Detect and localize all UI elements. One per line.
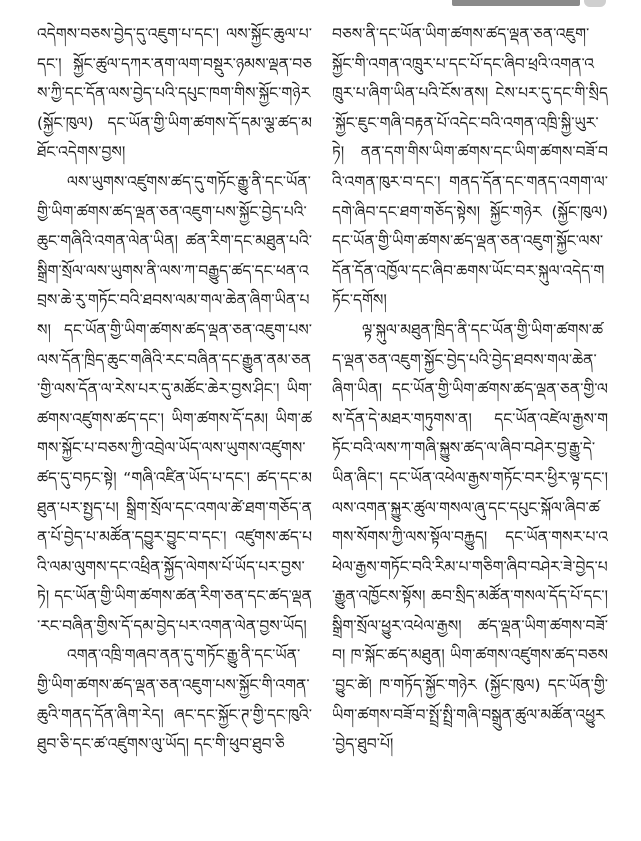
paragraph: འདེགས་བཅས་བྱེད་དུ་འཇུག་པ་དང་། ལས་སྐྱོང་ཆུལ་པ་དང་། སྐྱོང་ཚུལ་དཀར་ནག་ལག་བསྡུར་ཉམས་ལྡན་བཅས་ཀྱི་དང་དོན་ལས་བྱེད་པའི་དཔུང་ཁག་གིས་སྐྱོང་གཉེར (སྐྱོང་ཁུལ) དང་ཡོན་གྱི་ཡིག་ཚགས་དོ་དམ་ལྕ་ཚད་མཐོང་འདེགས་བྱས། — [37, 25, 312, 162]
book-icon — [584, 0, 606, 7]
paragraph: ལྟ་སྐུལ་མཐུན་ཁྲིད་ནི་དང་ཡོན་གྱི་ཡིག་ཚགས་ཚད་ལྡན་ཅན་འཇུག་སྐྱོང་བྱེད་པའི་བྱེད་ཐབས་གལ་ཆེན་ཞིག་ཡིན། དང་ཡོན་གྱི་ཡིག་ཚགས་ཚད་ལྡན་ཅན་གྱི་ལས་དོན་དེ་མཐར་གཏུགས་ན། དང་ཡོན་འཛེལ་རྒྱས་གཏོང་བའི་ལས་ཀ་གཞི་སྐྱུས་ཚད་ལ་ཞིབ་བཤེར་བྱ་རྒྱུ་དེ་ཡིན་ཞིང་། དང་ཡོན་འཕེལ་རྒྱས་གཏོང་བར་ཕྱིར་ལྟ་དང་། ལས་འགན་སྐྱུར་ཚུལ་གསལ་ཞུ་དང་དཔུང་སྐོལ་ཞིབ་ཚགས་སོགས་ཀྱི་ལས་སྟོལ་བརྐྱུད། དང་ཡོན་གསར་པ་འཕེལ་རྒྱས་གཏོང་བའི་རིམ་པ་གཅིག་ཞིབ་བཤེར་ཟེ་བྱེད་པ་རྒྱུན་འཁྱོངས་སྟོས། ཆབ་སྲིད་མཚོན་གསལ་དོད་པོ་དང་། སྒྲིག་སྲོལ་ཕྱུར་འཕེལ་རྒྱས། ཚད་ལྡན་ཡིག་ཚགས་བཟོ་བ། ཁ་སྐོང་ཚད་མཐུན། ཡིག་ཚགས་འཛུགས་ཚད་བཅས་བྱུང་ཚེ། ཁ་གཏོད་སྐྱོང་གཉེར (སྐྱོང་ཁུལ) དང་ཡོན་གྱི་ཡིག་ཚགས་བཟོ་བ་སྤྲོ་སྤྲི་གཞི་བསྒྲུན་ཚུལ་མཚོན་འཕྱུར་བྱེད་ཐུབ་པོ། — [332, 320, 608, 754]
right-column — [332, 20, 608, 820]
paragraph: འགན་འཁྲི་གཞབ་ནན་དུ་གཏོང་རྒྱུ་ནི་དང་ཡོན་གྱི་ཡིག་ཚགས་ཚད་ལྡན་ཅན་འཇུག་པས་སྐྱོང་གི་འགན་ཆུའི་གནད་དོན་ཞིག་རེད། ཞང་དང་སྐྱོང་ཊ་གྱི་དང་ཁུའི་ཐུབ་ཅི་དང་ཚ་འཛུགས་ལུ་ཡོད། དང་གི་ཕུབ་ཐུབ་ཅི — [37, 646, 312, 754]
paragraph: ལས་ཡུགས་འཛུགས་ཚད་དུ་གཏོང་རྒྱུ་ནི་དང་ཡོན་གྱི་ཡིག་ཚགས་ཚད་ལྡན་ཅན་འཇུག་པས་སྐྱོང་བྱེད་པའི་ཆུང་གཞིའི་འགན་ལེན་ཡིན། ཚན་རིག་དང་མཐུན་པའི་སྒྲིག་སྲོལ་ལས་ཡུགས་ནི་ལས་ཀ་བརྒྱུད་ཚད་དང་ཕན་འབྲས་ཆེ་རུ་གཏོང་བའི་ཐབས་ལམ་གལ་ཆེན་ཞིག་ཡིན་པས། དང་ཡོན་གྱི་ཡིག་ཚགས་ཚད་ལྡན་ཅན་འཇུག་པས་ལས་དོན་ཁྲིད་ཆུང་གཞིའི་རང་བཞིན་དང་རྒྱུན་ནམ་ཅན་གྱི་ལས་དོན་ལ་རེས་པར་དུ་མཚོང་ཆེར་བྱས་ཤིང་། ཡིག་ཚགས་འཛུགས་ཚད་དང་། ཡིག་ཚགས་དོ་དམ། ཡིག་ཚགས་སྐྱོང་པ་བཅས་ཀྱི་འབྲེལ་ཡོད་ལས་ཡུགས་འཛུགས་ཚད་དུ་བཏང་སྟེ། “གཞི་འཛིན་ཡོད་པ་དང་། ཚད་དང་མཐུན་པར་སྤྱད་པ། སྒྲིག་སྲོལ་དང་འགལ་ཚེ་ཐག་གཅོད་ནན་པོ་བྱེད་པ་མཚོན་དབྱུར་བྱུང་བ་དང་། འཛུགས་ཚད་པའི་ལམ་ལུགས་དང་འཕྲིན་སྐྱོད་ལེགས་པོ་ཡོད་པར་བྱས་ཏེ། དང་ཡོན་གྱི་ཡིག་ཚགས་ཚན་རིག་ཅན་དང་ཚད་ལྡན་རང་བཞིན་གྱིས་དོ་དམ་བྱེད་པར་འགན་ལེན་བྱས་ཡོད། — [37, 172, 312, 635]
paragraph: བཅས་ནི་དང་ཡོན་ཡིག་ཚགས་ཚད་ལྡན་ཅན་འཇུག་སྐྱོང་གི་འགན་འཁྲུར་པ་དང་པོ་དང་ཞིབ་ཕྲའི་འགན་འཁྲུར་པ་ཞིག་ཡིན་པའི་ངོས་ནས། ངེས་པར་དུ་དང་གི་སྲིད་སྐྱོང་ཇུང་གཞི་བརྟན་པོ་འདེང་བའི་འགན་འཁྲི་སྐྱི་ཡུར་ཏེ། ནན་དག་གིས་ཡིག་ཚགས་དང་ཡིག་ཚགས་བཟོ་བའི་འགན་ཁུར་བ་དང་། གནད་དོན་དང་གནད་འགག་ལ་དགེ་ཞིབ་དང་ཐག་གཅོད་སྟེས། སྐྱོང་གཉེར (སྐྱོང་ཁུལ) དང་ཡོན་གྱི་ཡིག་ཚགས་ཚད་ལྡན་ཅན་འཇུག་སྐྱོང་ལས་དོན་དོན་འཁྱོལ་དང་ཞིབ་ཆགས་ཡོང་བར་སྐུལ་འདེད་གཏོང་དགོས། — [332, 25, 608, 310]
left-column — [37, 20, 312, 820]
header-tab — [452, 0, 580, 6]
